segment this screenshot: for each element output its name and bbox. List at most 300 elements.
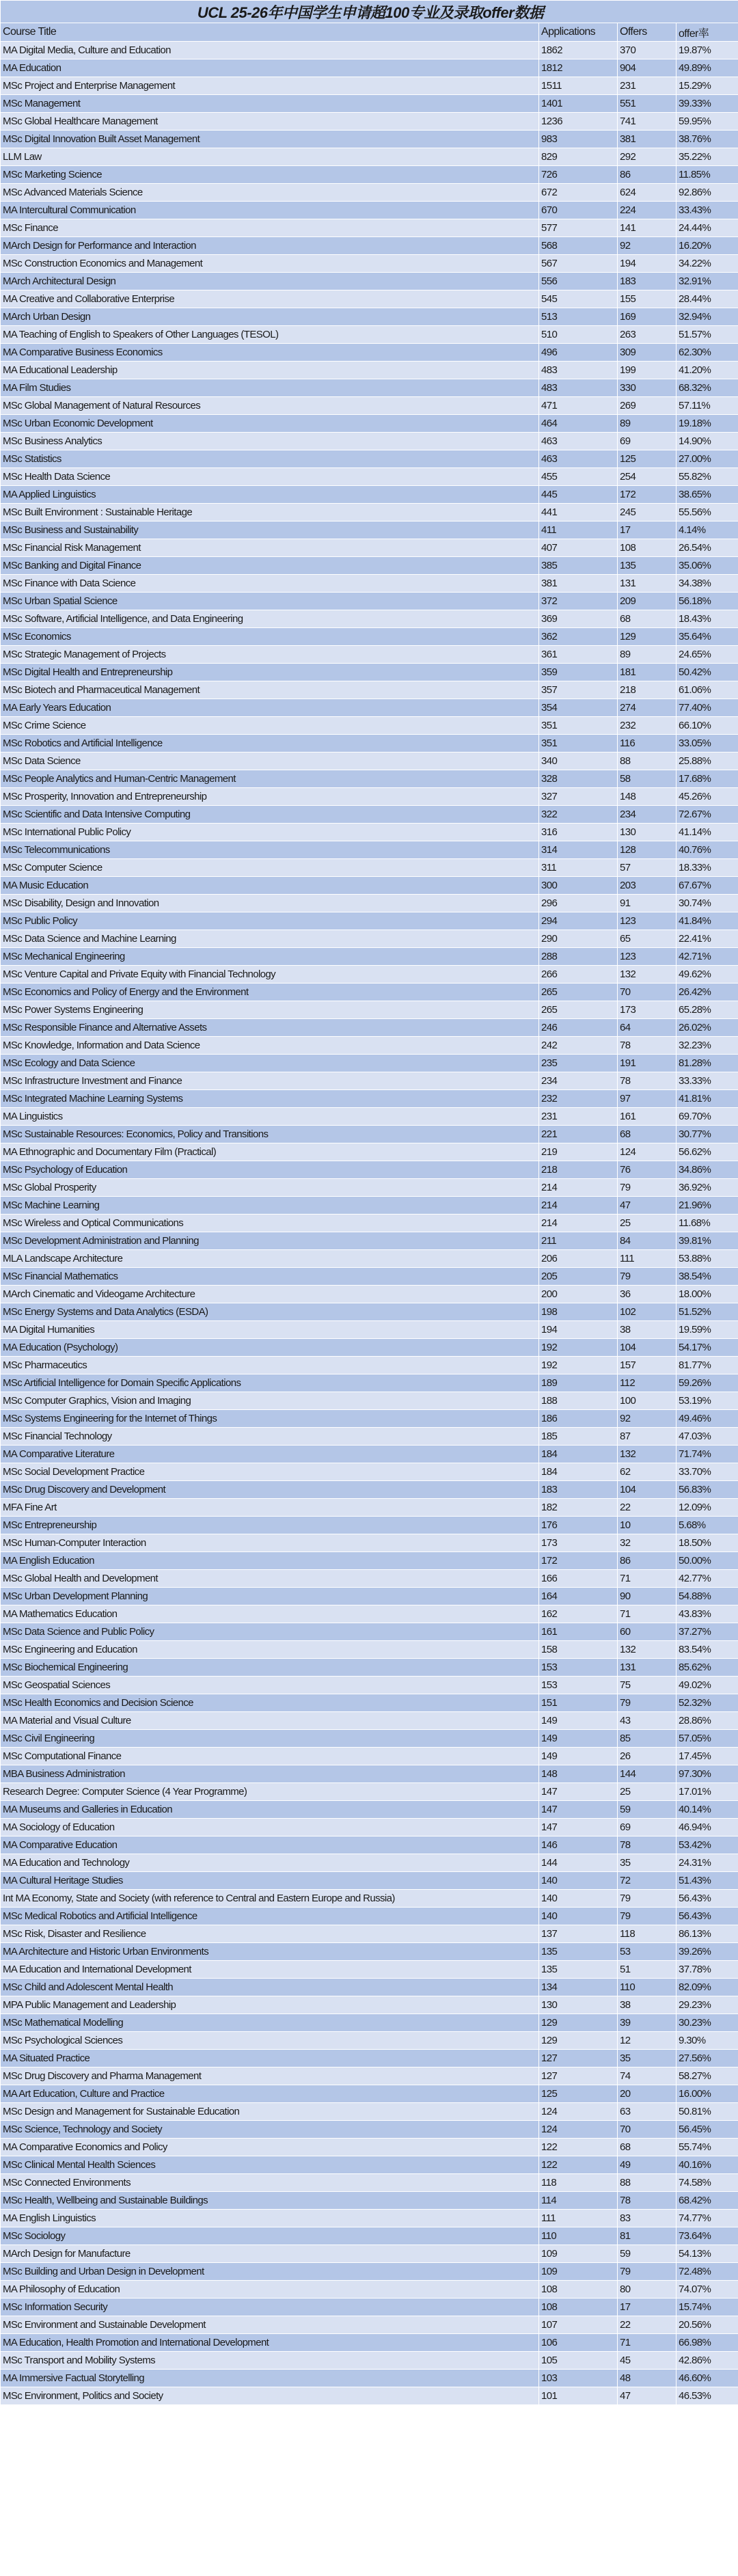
course-title-cell: MSc Global Healthcare Management: [1, 113, 539, 131]
course-title-cell: MA Immersive Factual Storytelling: [1, 2370, 539, 2387]
offers-cell: 12: [618, 2032, 676, 2050]
course-title-cell: MSc Ecology and Data Science: [1, 1055, 539, 1072]
course-title-cell: MSc Connected Environments: [1, 2174, 539, 2192]
course-title-cell: MSc Design and Management for Sustainable Education: [1, 2103, 539, 2121]
applications-cell: 140: [539, 1872, 618, 1890]
course-title-cell: MSc Knowledge, Information and Data Science: [1, 1037, 539, 1055]
offer-rate-cell: 66.98%: [676, 2334, 738, 2352]
applications-cell: 211: [539, 1232, 618, 1250]
offer-rate-cell: 47.03%: [676, 1428, 738, 1446]
offers-cell: 25: [618, 1783, 676, 1801]
applications-cell: 221: [539, 1126, 618, 1143]
offers-cell: 26: [618, 1748, 676, 1765]
applications-cell: 109: [539, 2263, 618, 2281]
table-row: [1, 2174, 738, 2192]
course-title-cell: MArch Design for Performance and Interaction: [1, 237, 539, 255]
offer-rate-cell: 53.88%: [676, 1250, 738, 1268]
applications-cell: 109: [539, 2245, 618, 2263]
offers-cell: 59: [618, 2245, 676, 2263]
course-title-cell: MSc Building and Urban Design in Development: [1, 2263, 539, 2281]
course-title-cell: MSc Economics and Policy of Energy and the Environment: [1, 984, 539, 1001]
table-row: [1, 1588, 738, 1605]
course-title-cell: MSc Financial Technology: [1, 1428, 539, 1446]
course-title-cell: MA Comparative Business Economics: [1, 344, 539, 362]
applications-cell: 125: [539, 2085, 618, 2103]
offer-rate-cell: 77.40%: [676, 699, 738, 717]
applications-cell: 124: [539, 2121, 618, 2139]
course-title-cell: MA Material and Visual Culture: [1, 1712, 539, 1730]
course-title-cell: MSc Public Policy: [1, 912, 539, 930]
course-title-cell: MSc Finance with Data Science: [1, 575, 539, 593]
offers-cell: 232: [618, 717, 676, 735]
table-row: [1, 1339, 738, 1357]
applications-cell: 205: [539, 1268, 618, 1286]
offers-cell: 78: [618, 1836, 676, 1854]
course-title-cell: LLM Law: [1, 148, 539, 166]
offer-rate-cell: 49.02%: [676, 1677, 738, 1694]
offers-cell: 269: [618, 397, 676, 415]
offers-cell: 89: [618, 646, 676, 664]
offer-rate-cell: 33.43%: [676, 202, 738, 219]
offers-cell: 35: [618, 1854, 676, 1872]
table-row: [1, 1979, 738, 1996]
table-row: [1, 1108, 738, 1126]
offer-rate-cell: 17.45%: [676, 1748, 738, 1765]
offer-rate-cell: 41.14%: [676, 824, 738, 841]
table-row: [1, 1517, 738, 1534]
offer-rate-cell: 40.14%: [676, 1801, 738, 1819]
course-title-cell: MSc Scientific and Data Intensive Computing: [1, 806, 539, 824]
applications-cell: 296: [539, 895, 618, 912]
offers-cell: 104: [618, 1481, 676, 1499]
table-row: [1, 2263, 738, 2281]
table-row: [1, 1677, 738, 1694]
table-row: [1, 1463, 738, 1481]
offer-rate-cell: 50.42%: [676, 664, 738, 681]
offers-cell: 83: [618, 2210, 676, 2227]
offers-cell: 124: [618, 1143, 676, 1161]
offers-cell: 48: [618, 2370, 676, 2387]
applications-cell: 290: [539, 930, 618, 948]
applications-cell: 672: [539, 184, 618, 202]
course-title-cell: MA English Education: [1, 1552, 539, 1570]
column-header-offers: Offers: [618, 23, 676, 42]
course-title-cell: MSc Financial Risk Management: [1, 539, 539, 557]
applications-cell: 369: [539, 610, 618, 628]
column-header-offer-rate: offer率: [676, 23, 738, 42]
table-row: [1, 984, 738, 1001]
applications-cell: 983: [539, 131, 618, 148]
table-row: [1, 1143, 738, 1161]
offers-cell: 624: [618, 184, 676, 202]
course-title-cell: MA Education and International Development: [1, 1961, 539, 1979]
applications-cell: 176: [539, 1517, 618, 1534]
applications-cell: 214: [539, 1197, 618, 1215]
applications-cell: 314: [539, 841, 618, 859]
offers-cell: 49: [618, 2156, 676, 2174]
offer-rate-cell: 29.23%: [676, 1996, 738, 2014]
applications-cell: 1236: [539, 113, 618, 131]
applications-cell: 1812: [539, 59, 618, 77]
table-row: [1, 1801, 738, 1819]
table-row: [1, 859, 738, 877]
offers-cell: 199: [618, 362, 676, 379]
offers-cell: 91: [618, 895, 676, 912]
offers-cell: 74: [618, 2067, 676, 2085]
offer-rate-cell: 68.32%: [676, 379, 738, 397]
course-title-cell: MSc Entrepreneurship: [1, 1517, 539, 1534]
offer-rate-cell: 36.92%: [676, 1179, 738, 1197]
course-title-cell: MSc Integrated Machine Learning Systems: [1, 1090, 539, 1108]
course-title-cell: MSc Sociology: [1, 2227, 539, 2245]
offers-cell: 63: [618, 2103, 676, 2121]
table-row: [1, 1481, 738, 1499]
table-row: [1, 1996, 738, 2014]
offers-cell: 10: [618, 1517, 676, 1534]
offer-rate-cell: 71.74%: [676, 1446, 738, 1463]
applications-cell: 483: [539, 362, 618, 379]
offer-rate-cell: 41.20%: [676, 362, 738, 379]
table-row: [1, 681, 738, 699]
applications-cell: 172: [539, 1552, 618, 1570]
applications-cell: 173: [539, 1534, 618, 1552]
offer-rate-cell: 18.50%: [676, 1534, 738, 1552]
offer-rate-cell: 19.18%: [676, 415, 738, 433]
offers-cell: 86: [618, 1552, 676, 1570]
table-row: [1, 1197, 738, 1215]
course-title-cell: MSc Financial Mathematics: [1, 1268, 539, 1286]
offers-cell: 92: [618, 237, 676, 255]
applications-cell: 130: [539, 1996, 618, 2014]
header-row: [1, 23, 738, 42]
course-title-cell: MSc Software, Artificial Intelligence, and Data Engineering: [1, 610, 539, 628]
applications-cell: 127: [539, 2067, 618, 2085]
course-title-cell: MBA Business Administration: [1, 1765, 539, 1783]
applications-cell: 114: [539, 2192, 618, 2210]
course-title-cell: MSc Disability, Design and Innovation: [1, 895, 539, 912]
table-row: [1, 1712, 738, 1730]
applications-cell: 265: [539, 984, 618, 1001]
course-title-cell: MSc Geospatial Sciences: [1, 1677, 539, 1694]
course-title-cell: MSc Global Health and Development: [1, 1570, 539, 1588]
applications-cell: 327: [539, 788, 618, 806]
offer-rate-cell: 66.10%: [676, 717, 738, 735]
course-title-cell: MA Cultural Heritage Studies: [1, 1872, 539, 1890]
offer-rate-cell: 55.74%: [676, 2139, 738, 2156]
course-title-cell: MSc Health Data Science: [1, 468, 539, 486]
table-title: UCL 25-26年中国学生申请超100专业及录取offer数据: [1, 1, 738, 23]
course-title-cell: MSc Risk, Disaster and Resilience: [1, 1925, 539, 1943]
offer-rate-cell: 15.29%: [676, 77, 738, 95]
table-row: [1, 290, 738, 308]
table-row: [1, 1001, 738, 1019]
table-row: [1, 308, 738, 326]
offers-cell: 78: [618, 2192, 676, 2210]
offer-rate-cell: 81.28%: [676, 1055, 738, 1072]
applications-cell: 137: [539, 1925, 618, 1943]
table-row: [1, 433, 738, 450]
course-title-cell: MSc Urban Economic Development: [1, 415, 539, 433]
course-title-cell: MArch Design for Manufacture: [1, 2245, 539, 2263]
offer-rate-cell: 59.95%: [676, 113, 738, 131]
offer-rate-cell: 74.58%: [676, 2174, 738, 2192]
course-title-cell: MSc People Analytics and Human-Centric Management: [1, 770, 539, 788]
offers-cell: 75: [618, 1677, 676, 1694]
offer-rate-cell: 39.81%: [676, 1232, 738, 1250]
offers-cell: 72: [618, 1872, 676, 1890]
course-title-cell: MSc Computer Science: [1, 859, 539, 877]
table-row: [1, 912, 738, 930]
applications-cell: 328: [539, 770, 618, 788]
applications-cell: 232: [539, 1090, 618, 1108]
offers-cell: 128: [618, 841, 676, 859]
table-row: [1, 895, 738, 912]
table-row: [1, 735, 738, 753]
table-row: [1, 2156, 738, 2174]
applications-cell: 184: [539, 1463, 618, 1481]
applications-cell: 670: [539, 202, 618, 219]
table-row: [1, 1819, 738, 1836]
table-row: [1, 1019, 738, 1037]
applications-cell: 146: [539, 1836, 618, 1854]
offers-cell: 57: [618, 859, 676, 877]
course-title-cell: MSc Systems Engineering for the Internet of Things: [1, 1410, 539, 1428]
table-row: [1, 95, 738, 113]
offers-cell: 381: [618, 131, 676, 148]
applications-cell: 134: [539, 1979, 618, 1996]
applications-cell: 149: [539, 1712, 618, 1730]
applications-cell: 265: [539, 1001, 618, 1019]
course-title-cell: MSc Digital Innovation Built Asset Management: [1, 131, 539, 148]
offers-cell: 132: [618, 1446, 676, 1463]
offers-cell: 65: [618, 930, 676, 948]
table-row: [1, 379, 738, 397]
offer-rate-cell: 50.81%: [676, 2103, 738, 2121]
offers-cell: 70: [618, 984, 676, 1001]
applications-cell: 149: [539, 1730, 618, 1748]
offer-rate-cell: 50.00%: [676, 1552, 738, 1570]
applications-cell: 351: [539, 717, 618, 735]
applications-cell: 189: [539, 1374, 618, 1392]
offer-rate-cell: 56.18%: [676, 593, 738, 610]
table-row: [1, 468, 738, 486]
course-title-cell: MSc Social Development Practice: [1, 1463, 539, 1481]
table-row: [1, 1232, 738, 1250]
offers-cell: 47: [618, 1197, 676, 1215]
offers-cell: 904: [618, 59, 676, 77]
offers-cell: 17: [618, 2299, 676, 2316]
table-row: [1, 1179, 738, 1197]
offer-rate-cell: 57.05%: [676, 1730, 738, 1748]
applications-cell: 556: [539, 273, 618, 290]
table-row: [1, 255, 738, 273]
offers-cell: 59: [618, 1801, 676, 1819]
course-title-cell: MSc Civil Engineering: [1, 1730, 539, 1748]
applications-cell: 1511: [539, 77, 618, 95]
applications-cell: 288: [539, 948, 618, 966]
offer-rate-cell: 38.65%: [676, 486, 738, 504]
table-row: [1, 699, 738, 717]
offer-rate-cell: 24.31%: [676, 1854, 738, 1872]
offer-rate-cell: 19.87%: [676, 42, 738, 59]
offer-rate-cell: 40.16%: [676, 2156, 738, 2174]
applications-cell: 411: [539, 521, 618, 539]
applications-cell: 135: [539, 1943, 618, 1961]
offer-rate-cell: 18.33%: [676, 859, 738, 877]
offers-cell: 191: [618, 1055, 676, 1072]
offers-cell: 194: [618, 255, 676, 273]
table-row: [1, 1357, 738, 1374]
applications-cell: 577: [539, 219, 618, 237]
offers-cell: 129: [618, 628, 676, 646]
table-row: [1, 770, 738, 788]
offer-rate-cell: 16.20%: [676, 237, 738, 255]
offers-cell: 110: [618, 1979, 676, 1996]
applications-cell: 144: [539, 1854, 618, 1872]
offer-rate-cell: 51.52%: [676, 1303, 738, 1321]
course-title-cell: MSc Pharmaceutics: [1, 1357, 539, 1374]
column-header-course-title: Course Title: [1, 23, 539, 42]
applications-cell: 381: [539, 575, 618, 593]
offers-cell: 131: [618, 575, 676, 593]
offers-cell: 22: [618, 2316, 676, 2334]
offers-cell: 144: [618, 1765, 676, 1783]
offers-cell: 88: [618, 2174, 676, 2192]
offers-cell: 234: [618, 806, 676, 824]
course-title-cell: MSc Responsible Finance and Alternative Assets: [1, 1019, 539, 1037]
table-row: [1, 450, 738, 468]
offer-rate-cell: 72.48%: [676, 2263, 738, 2281]
course-title-cell: MA Mathematics Education: [1, 1605, 539, 1623]
offers-cell: 209: [618, 593, 676, 610]
offer-rate-cell: 35.22%: [676, 148, 738, 166]
applications-cell: 101: [539, 2387, 618, 2405]
applications-cell: 149: [539, 1748, 618, 1765]
offer-rate-cell: 34.22%: [676, 255, 738, 273]
offers-cell: 116: [618, 735, 676, 753]
table-row: [1, 131, 738, 148]
offer-rate-cell: 14.90%: [676, 433, 738, 450]
course-title-cell: Research Degree: Computer Science (4 Year Programme): [1, 1783, 539, 1801]
table-row: [1, 1623, 738, 1641]
course-title-cell: MSc Science, Technology and Society: [1, 2121, 539, 2139]
offer-rate-cell: 67.67%: [676, 877, 738, 895]
offer-rate-cell: 41.84%: [676, 912, 738, 930]
applications-cell: 148: [539, 1765, 618, 1783]
offer-rate-cell: 56.45%: [676, 2121, 738, 2139]
applications-cell: 103: [539, 2370, 618, 2387]
offers-cell: 84: [618, 1232, 676, 1250]
applications-cell: 445: [539, 486, 618, 504]
applications-cell: 162: [539, 1605, 618, 1623]
table-row: [1, 2227, 738, 2245]
applications-cell: 183: [539, 1481, 618, 1499]
offer-rate-cell: 65.28%: [676, 1001, 738, 1019]
table-row: [1, 1659, 738, 1677]
applications-cell: 568: [539, 237, 618, 255]
course-title-cell: MSc Clinical Mental Health Sciences: [1, 2156, 539, 2174]
course-title-cell: MSc Infrastructure Investment and Finance: [1, 1072, 539, 1090]
offer-rate-cell: 17.01%: [676, 1783, 738, 1801]
table-row: [1, 2299, 738, 2316]
table-row: [1, 1854, 738, 1872]
offer-rate-cell: 51.43%: [676, 1872, 738, 1890]
offer-rate-cell: 53.42%: [676, 1836, 738, 1854]
applications-cell: 266: [539, 966, 618, 984]
offers-cell: 79: [618, 2263, 676, 2281]
offer-rate-cell: 41.81%: [676, 1090, 738, 1108]
offers-cell: 71: [618, 2334, 676, 2352]
course-title-cell: MFA Fine Art: [1, 1499, 539, 1517]
offers-cell: 47: [618, 2387, 676, 2405]
offer-rate-cell: 16.00%: [676, 2085, 738, 2103]
table-row: [1, 1961, 738, 1979]
offers-cell: 97: [618, 1090, 676, 1108]
course-title-cell: MA Digital Humanities: [1, 1321, 539, 1339]
course-title-cell: MSc Biochemical Engineering: [1, 1659, 539, 1677]
title-row: [1, 1, 738, 23]
offers-cell: 58: [618, 770, 676, 788]
table-row: [1, 148, 738, 166]
offers-cell: 100: [618, 1392, 676, 1410]
offers-cell: 155: [618, 290, 676, 308]
offers-cell: 76: [618, 1161, 676, 1179]
applications-cell: 359: [539, 664, 618, 681]
applications-cell: 158: [539, 1641, 618, 1659]
applications-cell: 192: [539, 1357, 618, 1374]
table-row: [1, 2316, 738, 2334]
offer-rate-cell: 17.68%: [676, 770, 738, 788]
course-title-cell: MSc Digital Health and Entrepreneurship: [1, 664, 539, 681]
applications-cell: 726: [539, 166, 618, 184]
table-row: [1, 344, 738, 362]
course-title-cell: MSc Environment, Politics and Society: [1, 2387, 539, 2405]
table-row: [1, 1392, 738, 1410]
offer-rate-cell: 56.43%: [676, 1890, 738, 1908]
course-title-cell: MSc Machine Learning: [1, 1197, 539, 1215]
offer-rate-cell: 92.86%: [676, 184, 738, 202]
applications-cell: 127: [539, 2050, 618, 2067]
course-title-cell: MSc Power Systems Engineering: [1, 1001, 539, 1019]
table-row: [1, 1605, 738, 1623]
applications-cell: 351: [539, 735, 618, 753]
offers-cell: 157: [618, 1357, 676, 1374]
applications-cell: 441: [539, 504, 618, 521]
table-row: [1, 1765, 738, 1783]
course-title-cell: MA Linguistics: [1, 1108, 539, 1126]
offer-rate-cell: 52.32%: [676, 1694, 738, 1712]
offer-rate-cell: 28.86%: [676, 1712, 738, 1730]
offer-rate-cell: 74.77%: [676, 2210, 738, 2227]
offer-rate-cell: 56.83%: [676, 1481, 738, 1499]
course-title-cell: MSc Development Administration and Planning: [1, 1232, 539, 1250]
offers-cell: 51: [618, 1961, 676, 1979]
course-title-cell: MSc Computational Finance: [1, 1748, 539, 1765]
course-title-cell: MSc Statistics: [1, 450, 539, 468]
course-title-cell: MLA Landscape Architecture: [1, 1250, 539, 1268]
offer-rate-cell: 30.74%: [676, 895, 738, 912]
offer-rate-cell: 35.06%: [676, 557, 738, 575]
table-row: [1, 273, 738, 290]
course-title-cell: MSc International Public Policy: [1, 824, 539, 841]
table-row: [1, 2103, 738, 2121]
course-title-cell: MSc Drug Discovery and Development: [1, 1481, 539, 1499]
table-row: [1, 1570, 738, 1588]
offers-cell: 741: [618, 113, 676, 131]
offers-cell: 68: [618, 610, 676, 628]
table-row: [1, 1783, 738, 1801]
offers-cell: 78: [618, 1072, 676, 1090]
